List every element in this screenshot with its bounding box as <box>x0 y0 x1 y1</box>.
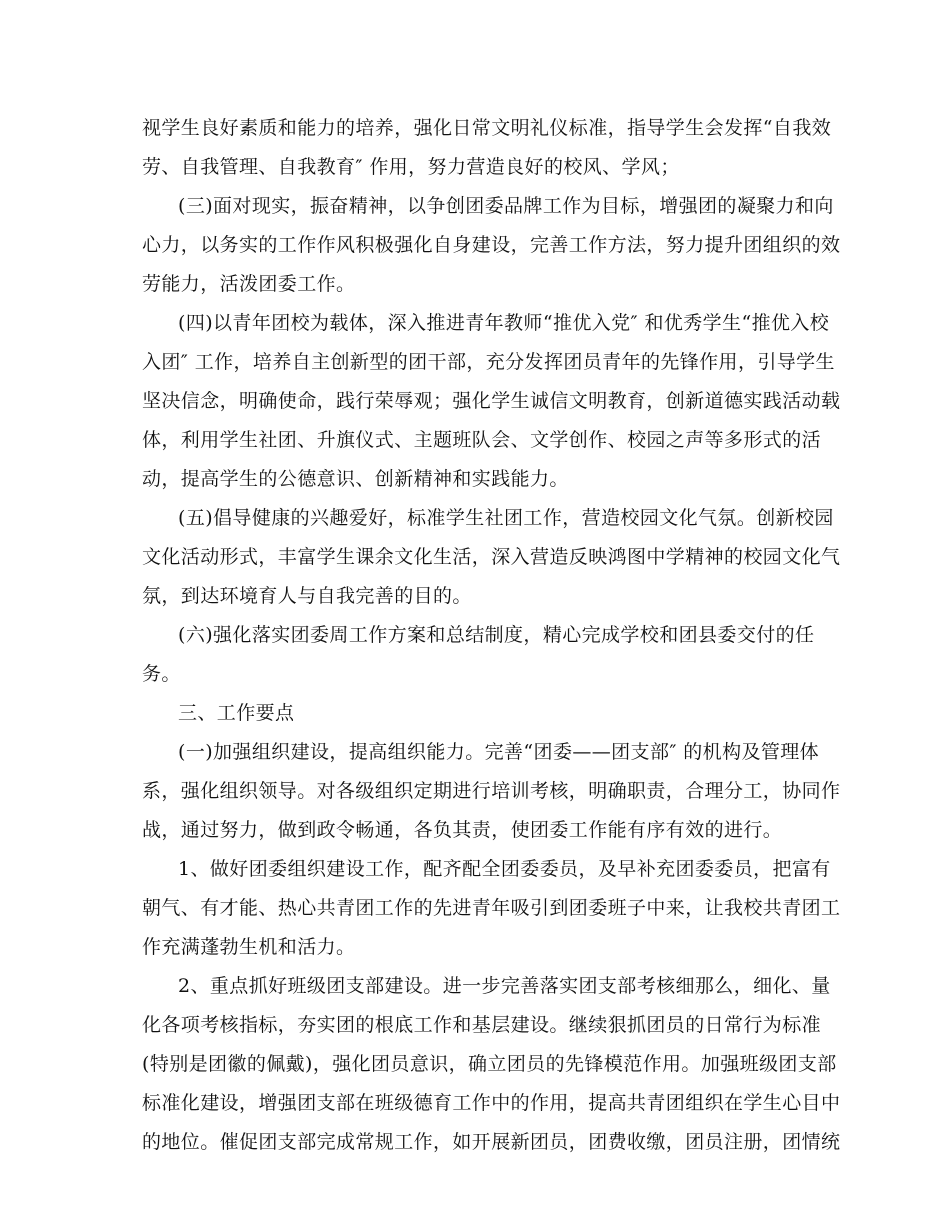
section-six-heading: (六)强化落实团委周工作方案和总结制度，精心完成学校和团县委交付的任 <box>178 624 815 646</box>
text-line: 朝气、有才能、热心共青团工作的先进青年吸引到团委班子中来，让我校共青团工 <box>142 897 841 919</box>
text-line: 化各项考核指标，夯实团的根底工作和基层建设。继续狠抓团员的日常行为标准 <box>142 1014 822 1036</box>
chapter-heading-work-points: 三、工作要点 <box>178 702 295 724</box>
text-line: 战，通过努力，做到政令畅通，各负其责，使团委工作能有序有效的进行。 <box>142 819 783 841</box>
text-line: 动，提高学生的公德意识、创新精神和实践能力。 <box>142 468 569 490</box>
text-line: 氛，到达环境育人与自我完善的目的。 <box>142 585 472 607</box>
text-line: 体，利用学生社团、升旗仪式、主题班队会、文学创作、校园之声等多形式的活 <box>142 429 822 451</box>
text-line: 劳、自我管理、自我教育″ 作用，努力营造良好的校风、学风； <box>142 156 680 178</box>
item-one-paragraph: 1、做好团委组织建设工作，配齐配全团委委员，及早补充团委委员，把富有 <box>178 858 831 880</box>
text-line: 务。 <box>142 663 181 685</box>
text-line: (特别是团徽的佩戴)，强化团员意识，确立团员的先锋模范作用。加强班级团支部 <box>142 1053 837 1075</box>
section-four-heading: (四)以青年团校为载体，深入推进青年教师“推优入党″ 和优秀学生“推优入校 <box>178 312 830 334</box>
section-three-heading: (三)面对现实，振奋精神，以争创团委品牌工作为目标，增强团的凝聚力和向 <box>178 195 834 217</box>
text-line: 文化活动形式，丰富学生课余文化生活，深入营造反映鸿图中学精神的校园文化气 <box>142 546 841 568</box>
text-line: 入团″ 工作，培养自主创新型的团干部，充分发挥团员青年的先锋作用，引导学生 <box>142 351 835 373</box>
text-line: 视学生良好素质和能力的培养，强化日常文明礼仪标准，指导学生会发挥“自我效 <box>142 117 832 139</box>
text-line: 坚决信念，明确使命，践行荣辱观；强化学生诚信文明教育，创新道德实践活动载 <box>142 390 841 412</box>
text-line: 作充满蓬勃生机和活力。 <box>142 936 356 958</box>
item-two-paragraph: 2、重点抓好班级团支部建设。进一步完善落实团支部考核细那么，细化、量 <box>178 975 831 997</box>
section-five-heading: (五)倡导健康的兴趣爱好，标准学生社团工作，营造校园文化气氛。创新校园 <box>178 507 834 529</box>
subsection-one-heading: (一)加强组织建设，提高组织能力。完善“团委——团支部″ 的机构及管理体 <box>178 741 820 763</box>
text-line: 系，强化组织领导。对各级组织定期进行培训考核，明确职责，合理分工，协同作 <box>142 780 841 802</box>
text-line: 劳能力，活泼团委工作。 <box>142 273 356 295</box>
text-line: 心力，以务实的工作作风积极强化自身建设，完善工作方法，努力提升团组织的效 <box>142 234 841 256</box>
text-line: 的地位。催促团支部完成常规工作，如开展新团员，团费收缴，团员注册，团情统 <box>142 1131 841 1153</box>
text-line: 标准化建设，增强团支部在班级德育工作中的作用，提高共青团组织在学生心目中 <box>142 1092 841 1114</box>
